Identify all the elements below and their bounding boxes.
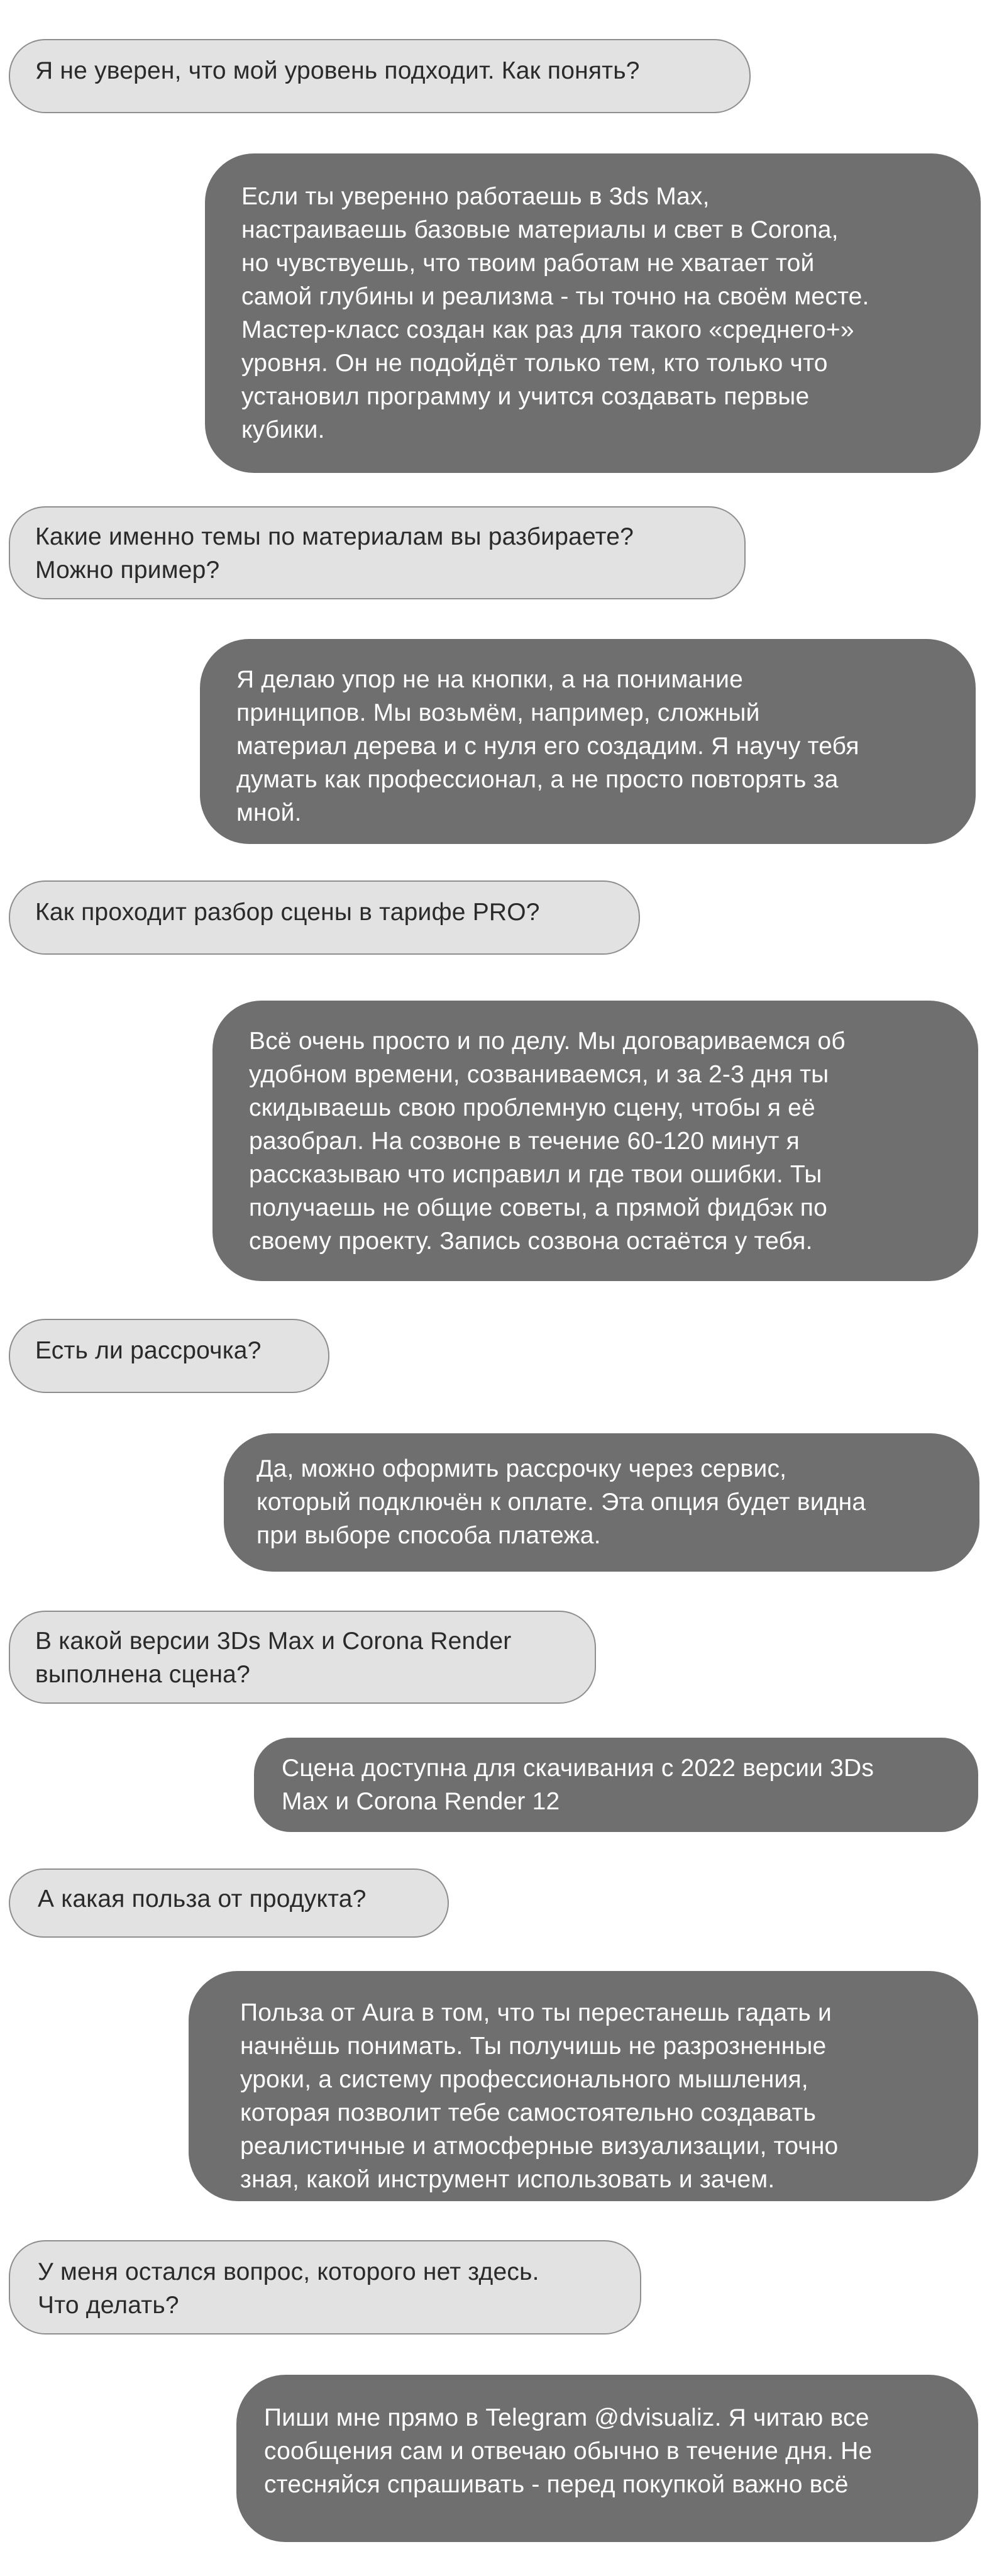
question-bubble-3: Как проходит разбор сцены в тарифе PRO? [9, 880, 640, 955]
answer-bubble-2: Я делаю упор не на кнопки, а на понимание принципов. Мы возьмём, например, сложный материал дерева и с нуля его создадим. Я научу тебя думать как профессионал, а не просто повторять за мной. [200, 639, 976, 844]
answer-bubble-3: Всё очень просто и по делу. Мы договариваемся об удобном времени, созваниваемся, и за 2-3 дня ты скидываешь свою проблемную сцену, чтобы я её разобрал. На созвоне в течение 60-120 минут я рассказываю что исправил и где твои ошибки. Ты получаешь не общие советы, а прямой фидбэк по своему проекту. Запись созвона остаётся у тебя. [212, 1001, 978, 1281]
question-bubble-4: Есть ли рассрочка? [9, 1319, 329, 1393]
question-bubble-2: Какие именно темы по материалам вы разбираете? Можно пример? [9, 506, 746, 599]
answer-bubble-1: Если ты уверенно работаешь в 3ds Max, настраиваешь базовые материалы и свет в Corona, но чувствуешь, что твоим работам не хватает той самой глубины и реализма - ты точно на своём месте. Мастер-класс создан как раз для такого «среднего+» уровня. Он не подойдёт только тем, кто только что установил программу и учится создавать первые кубики. [205, 153, 981, 473]
answer-bubble-5: Сцена доступна для скачивания с 2022 версии 3Ds Max и Corona Render 12 [254, 1738, 978, 1832]
question-bubble-1: Я не уверен, что мой уровень подходит. Как понять? [9, 39, 751, 113]
question-bubble-5: В какой версии 3Ds Max и Corona Render выполнена сцена? [9, 1611, 596, 1704]
question-bubble-7: У меня остался вопрос, которого нет здесь. Что делать? [9, 2240, 641, 2334]
question-bubble-6: А какая польза от продукта? [9, 1868, 449, 1938]
answer-bubble-7: Пиши мне прямо в Telegram @dvisualiz. Я читаю все сообщения сам и отвечаю обычно в течение дня. Не стесняйся спрашивать - перед покупкой важно всё [236, 2375, 978, 2542]
answer-bubble-4: Да, можно оформить рассрочку через сервис, который подключён к оплате. Эта опция будет видна при выборе способа платежа. [224, 1433, 979, 1572]
answer-bubble-6: Польза от Aura в том, что ты перестанешь гадать и начнёшь понимать. Ты получишь не разрозненные уроки, а систему профессионального мышления, которая позволит тебе самостоятельно создавать реалистичные и атмосферные визуализации, точно зная, какой инструмент использовать и зачем. [189, 1971, 978, 2201]
